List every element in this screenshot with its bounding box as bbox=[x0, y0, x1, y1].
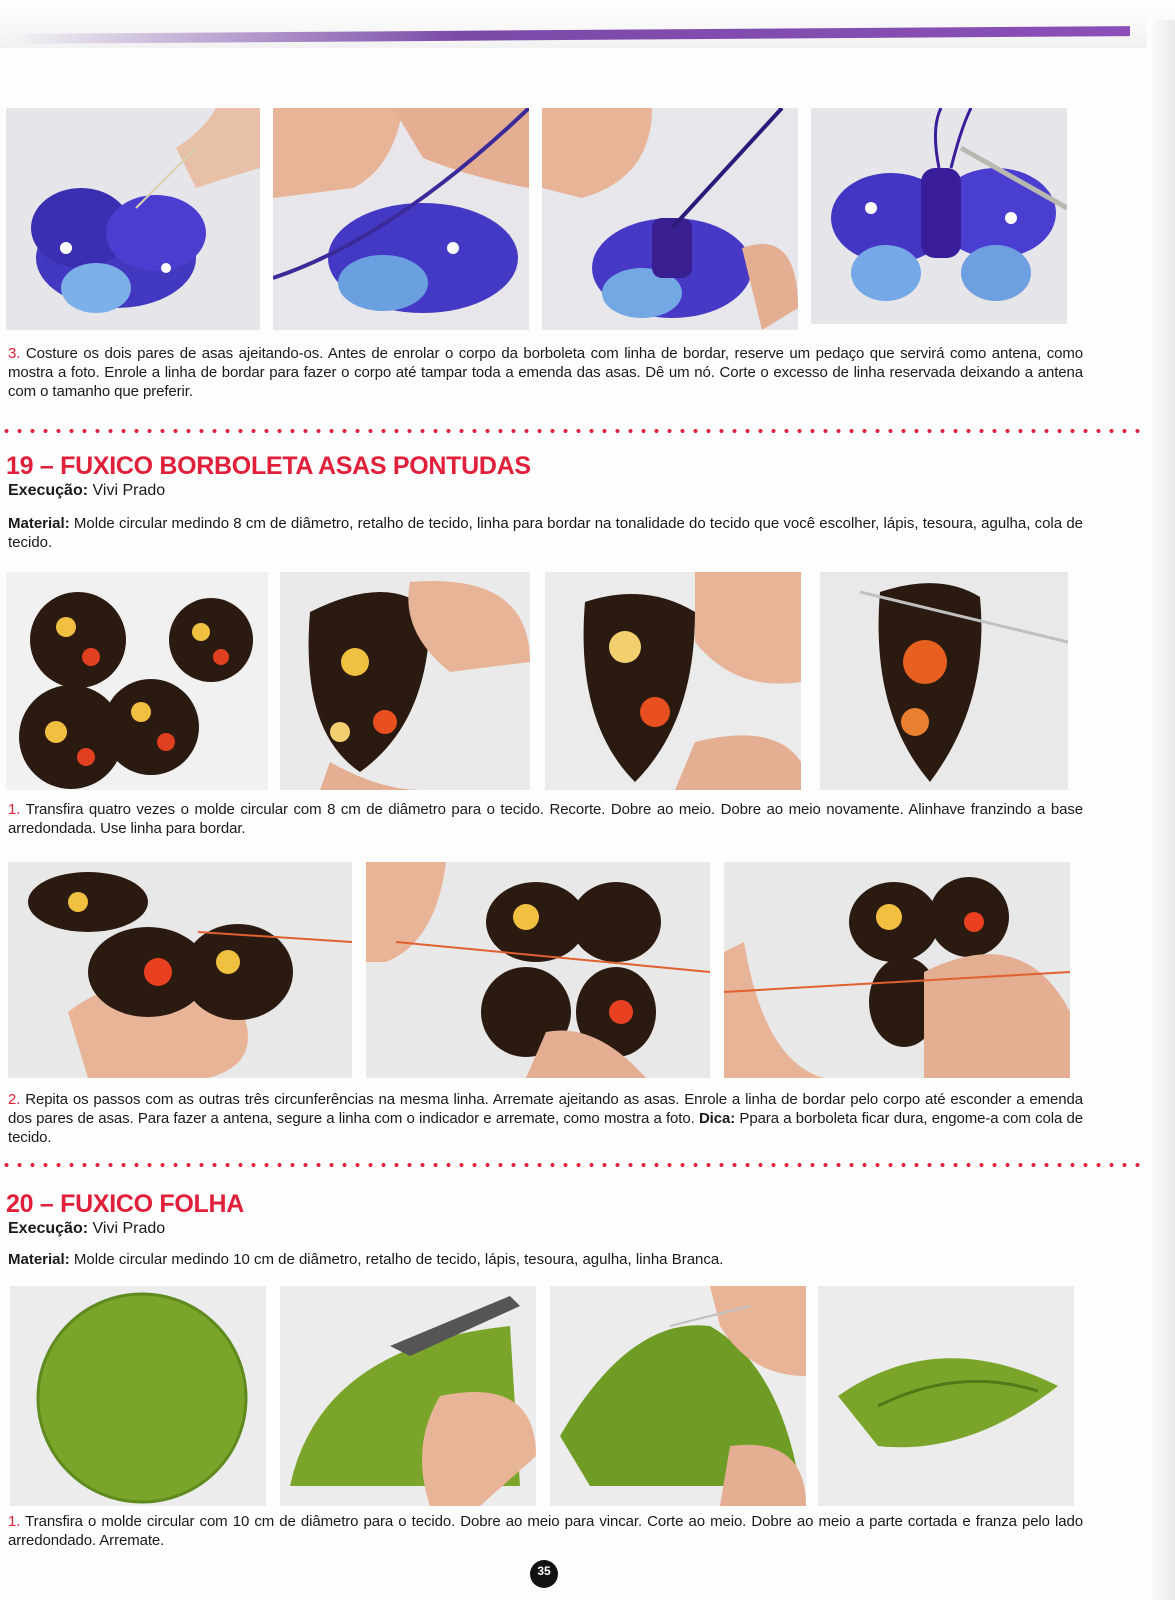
photo-green-circle bbox=[10, 1286, 266, 1506]
step-text: Repita os passos com as outras três circunferências na mesma linha. Arremate ajeitando as asas. Enrole a linha de bordar pelo corpo até esconder a emenda dos pares de asas. Para fazer a antena, segure a linha com o indicador e arremate, como mostra a foto. bbox=[8, 1091, 1083, 1127]
step-text: Transfira o molde circular com 10 cm de diâmetro para o tecido. Dobre ao meio para vincar. Corte ao meio. Dobre ao meio a parte cortada e franza pelo lado arredondado. Arremate. bbox=[8, 1513, 1083, 1549]
tip-text: Ppara a borboleta ficar dura, engome-a com cola de tecido. bbox=[8, 1110, 1083, 1146]
execucao-value: Vivi Prado bbox=[92, 1220, 166, 1237]
step-text: Transfira quatro vezes o molde circular com 8 cm de diâmetro para o tecido. Recorte. Dobre ao meio. Dobre ao meio novamente. Alinhave franzindo a base arredondada. Use linha para bordar. bbox=[8, 801, 1083, 837]
section-20-title: 20 – FUXICO FOLHA bbox=[6, 1190, 244, 1218]
photo-purple-butterfly-sewing bbox=[6, 108, 260, 330]
execucao-label: Execução: bbox=[8, 1220, 89, 1237]
step3-caption bbox=[8, 344, 1083, 401]
section-19-step2-caption bbox=[8, 1090, 1083, 1147]
section-divider bbox=[0, 1162, 1140, 1168]
section-20-execucao bbox=[8, 1220, 165, 1238]
photo-green-gather bbox=[550, 1286, 806, 1506]
photo-green-cut bbox=[280, 1286, 536, 1506]
section-divider bbox=[0, 428, 1140, 434]
step-number: 1. bbox=[8, 1513, 21, 1530]
material-value: Molde circular medindo 10 cm de diâmetro, retalho de tecido, lápis, tesoura, agulha, linha Branca. bbox=[73, 1251, 724, 1268]
step-number: 3. bbox=[8, 345, 21, 362]
section-19-material bbox=[8, 514, 1083, 552]
magazine-color-stripe bbox=[10, 26, 1130, 44]
execucao-value: Vivi Prado bbox=[92, 482, 166, 499]
photo-floral-butterfly-antenna bbox=[724, 862, 1070, 1078]
section-19-execucao bbox=[8, 482, 165, 500]
page-binding-edge bbox=[1147, 20, 1175, 1600]
step-number: 1. bbox=[8, 801, 21, 818]
page-top-edge bbox=[0, 0, 1175, 48]
section-20-material bbox=[8, 1250, 1083, 1269]
section-19-step1-caption bbox=[8, 800, 1083, 838]
section-19-title: 19 – FUXICO BORBOLETA ASAS PONTUDAS bbox=[6, 452, 531, 480]
material-label: Material: bbox=[8, 1251, 70, 1268]
section-20-step1-caption bbox=[8, 1512, 1083, 1550]
material-value: Molde circular medindo 8 cm de diâmetro, retalho de tecido, linha para bordar na tonalidade do tecido que você escolher, lápis, tesoura, agulha, cola de tecido. bbox=[8, 515, 1084, 551]
photo-floral-fold bbox=[280, 572, 530, 790]
photo-purple-butterfly-thread bbox=[273, 108, 529, 330]
photo-floral-wings-thread bbox=[366, 862, 710, 1078]
photo-floral-fold-again bbox=[545, 572, 801, 790]
photo-floral-circles bbox=[6, 572, 268, 790]
page-number: 35 bbox=[530, 1560, 558, 1588]
photo-purple-butterfly-wrapping bbox=[542, 108, 798, 330]
step-text: Costure os dois pares de asas ajeitando-os. Antes de enrolar o corpo da borboleta com linha de bordar, reserve um pedaço que servirá como antena, como mostra a foto. Enrole a linha de bordar para fazer o corpo até tampar toda a emenda das asas. Dê um nó. Corte o excesso de linha reservada deixando a antena com o tamanho que preferir. bbox=[8, 345, 1083, 400]
material-label: Material: bbox=[8, 515, 70, 532]
photo-green-leaf bbox=[818, 1286, 1074, 1506]
photo-floral-wings-gathered bbox=[8, 862, 352, 1078]
photo-purple-butterfly-finished bbox=[811, 108, 1067, 324]
execucao-label: Execução: bbox=[8, 482, 89, 499]
tip-label: Dica: bbox=[698, 1110, 736, 1127]
photo-floral-basting bbox=[820, 572, 1068, 790]
step-number: 2. bbox=[8, 1091, 21, 1108]
